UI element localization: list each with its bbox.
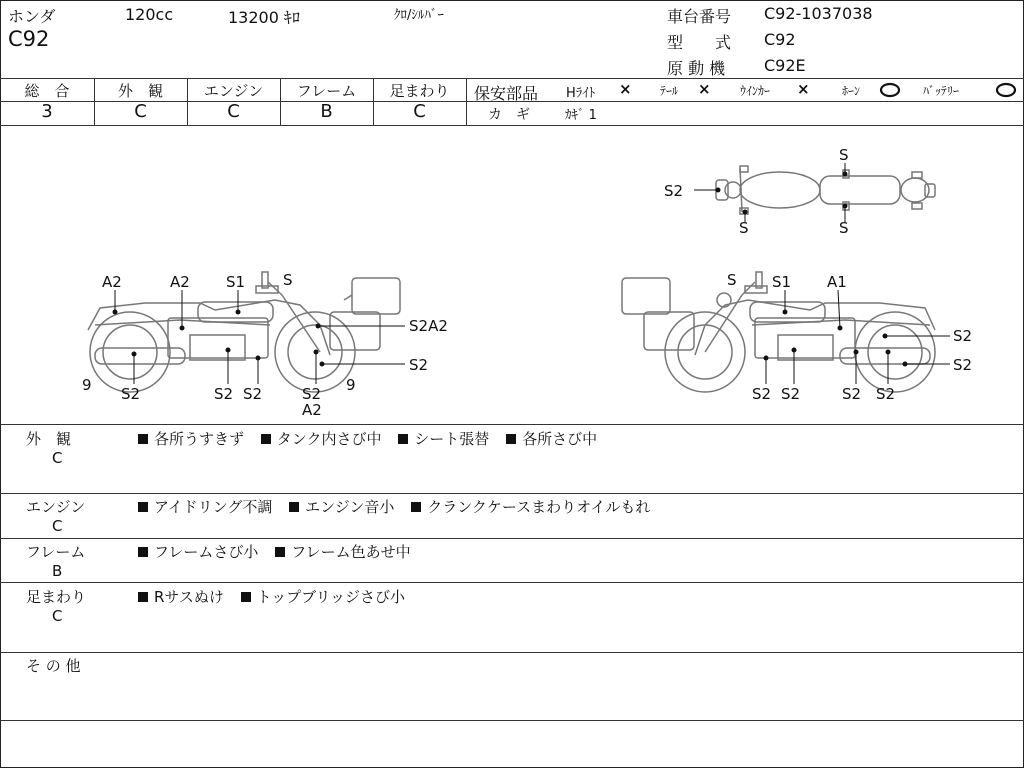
top-view-bike <box>716 166 935 214</box>
engine-model-value: C92E <box>764 56 806 75</box>
damage-code: S2 <box>214 385 234 403</box>
detail-suspension-grade: C <box>52 607 63 625</box>
engine-model-label: 原 動 機 <box>667 59 726 78</box>
issue-item: アイドリング不調 <box>154 498 273 516</box>
horn-label: ﾎｰﾝ <box>842 84 861 98</box>
winker-status: × <box>797 80 810 98</box>
divider <box>0 538 1024 539</box>
damage-code: S2A2 <box>409 317 448 335</box>
damage-code: S2 <box>121 385 141 403</box>
damage-code: S2 <box>664 182 684 200</box>
damage-code: S <box>727 271 737 289</box>
detail-frame-issues <box>138 541 411 562</box>
tail-status: × <box>698 80 711 98</box>
divider <box>0 493 1024 494</box>
issue-item: 各所うすきず <box>154 430 245 448</box>
safety-label: 保安部品 <box>474 84 539 103</box>
divider <box>0 582 1024 583</box>
detail-exterior-issues <box>138 428 597 449</box>
damage-code: 9 <box>82 376 92 394</box>
detail-frame-grade: B <box>52 562 63 580</box>
detail-other-label: そ の 他 <box>26 657 81 675</box>
winker-label: ｳｲﾝｶｰ <box>740 84 771 98</box>
damage-code: A2 <box>170 273 190 291</box>
issue-item: クランクケースまわりオイルもれ <box>427 498 651 516</box>
damage-code: S1 <box>772 273 792 291</box>
issue-item: トップブリッジさび小 <box>256 588 405 606</box>
grade-frame-value: B <box>320 101 333 122</box>
issue-item: 各所さび中 <box>522 430 598 448</box>
damage-code: S2 <box>953 327 973 345</box>
damage-dots <box>113 172 908 367</box>
damage-code: S <box>283 271 293 289</box>
displacement: 120cc <box>125 5 174 24</box>
grade-overall-value: 3 <box>41 101 53 122</box>
damage-code: 9 <box>346 376 356 394</box>
model-name: C92 <box>8 27 50 51</box>
grade-exterior-value: C <box>134 101 147 122</box>
tail-label: ﾃｰﾙ <box>660 84 679 98</box>
damage-code: S2 <box>953 356 973 374</box>
damage-code: A1 <box>827 273 847 291</box>
grade-exterior-label: 外 観 <box>117 82 163 100</box>
maker: ホンダ <box>8 7 56 26</box>
divider <box>0 720 1024 721</box>
detail-exterior-label: 外 観 <box>26 430 72 448</box>
damage-diagram <box>0 126 1024 424</box>
grade-frame-label: フレーム <box>296 82 357 100</box>
mileage: 13200 ｷﾛ <box>228 8 300 27</box>
damage-code: S2 <box>243 385 263 403</box>
headlight-status: × <box>619 80 632 98</box>
headlight-label: Hﾗｲﾄ <box>566 86 596 101</box>
damage-code: S2 <box>752 385 772 403</box>
grade-overall-label: 総 合 <box>24 82 70 100</box>
type-value: C92 <box>764 30 796 49</box>
issue-item: フレームさび小 <box>154 543 259 561</box>
divider <box>0 78 1024 79</box>
type-label: 型 式 <box>667 33 732 52</box>
issue-item: シート張替 <box>414 430 490 448</box>
battery-label: ﾊﾞｯﾃﾘｰ <box>923 84 960 98</box>
detail-engine-grade: C <box>52 517 63 535</box>
issue-item: フレーム色あせ中 <box>291 543 411 561</box>
damage-code: S2 <box>409 356 429 374</box>
issue-item: タンク内さび中 <box>276 430 382 448</box>
damage-code: A2 <box>102 273 122 291</box>
divider <box>0 652 1024 653</box>
damage-code: S2 <box>842 385 862 403</box>
damage-code: S <box>839 146 849 164</box>
detail-suspension-issues <box>138 586 405 607</box>
damage-code: S2 <box>781 385 801 403</box>
detail-suspension-label: 足まわり <box>26 588 87 606</box>
key-label: カ ギ <box>488 107 530 123</box>
issue-item: Rサスぬけ <box>154 588 224 606</box>
damage-code: S1 <box>226 273 246 291</box>
issue-item: エンジン音小 <box>305 498 395 516</box>
grade-suspension-value: C <box>413 101 426 122</box>
horn-ok-icon <box>879 82 901 98</box>
damage-code: A2 <box>302 401 322 419</box>
damage-code: S2 <box>876 385 896 403</box>
detail-engine-label: エンジン <box>26 498 86 516</box>
damage-code: S <box>739 219 749 237</box>
damage-code: S <box>839 219 849 237</box>
frame-no-value: C92-1037038 <box>764 4 873 23</box>
battery-ok-icon <box>995 82 1017 98</box>
color: ｸﾛ/ｼﾙﾊﾞｰ <box>394 8 444 23</box>
grade-suspension-label: 足まわり <box>389 82 450 100</box>
detail-engine-issues <box>138 496 650 517</box>
damage-code: S2 <box>302 385 322 403</box>
detail-exterior-grade: C <box>52 449 63 467</box>
frame-no-label: 車台番号 <box>667 7 732 26</box>
divider <box>0 424 1024 425</box>
detail-frame-label: フレーム <box>26 543 86 561</box>
grade-engine-value: C <box>227 101 240 122</box>
grade-engine-label: エンジン <box>203 82 264 100</box>
key-value: ｶｷﾞ 1 <box>565 108 597 123</box>
